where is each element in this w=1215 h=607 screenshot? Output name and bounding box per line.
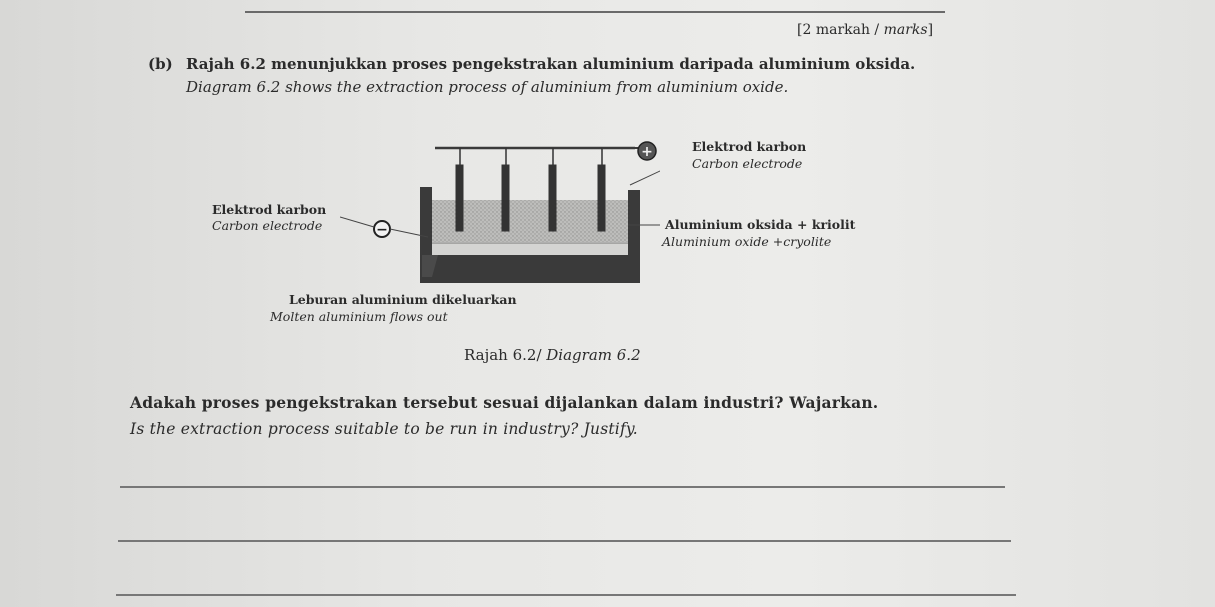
prompt-text-malay: Adakah proses pengekstrakan tersebut sesuai dijalankan dalam industri? Wajarkan.: [130, 393, 879, 412]
molten-aluminium-layer: [432, 243, 628, 255]
label-molten-english: Molten aluminium flows out: [270, 309, 448, 324]
top-rule: [245, 11, 945, 13]
question-text-malay: Rajah 6.2 menunjukkan proses pengekstrakan aluminium daripada aluminium oksida.: [186, 55, 916, 73]
label-electrolyte-english: Aluminium oxide +cryolite: [662, 234, 832, 249]
label-electrolyte-malay: Aluminium oksida + kriolit: [665, 217, 856, 232]
diagram-caption: [464, 346, 641, 364]
prompt-text-english: Is the extraction process suitable to be run in industry? Justify.: [130, 420, 638, 438]
caption-english: Diagram 6.2: [546, 346, 641, 364]
answer-line-2[interactable]: [118, 540, 1011, 542]
label-anode-english: Carbon electrode: [692, 156, 803, 171]
label-cathode-english: Carbon electrode: [212, 218, 323, 233]
answer-line-3[interactable]: [116, 594, 1016, 596]
negative-terminal-icon: [374, 221, 390, 238]
electrolysis-diagram: [340, 135, 660, 295]
marks-prefix: [2 markah /: [797, 22, 884, 38]
label-molten-malay: Leburan aluminium dikeluarkan: [289, 292, 517, 307]
leader-cathode-label: [340, 217, 374, 227]
label-cathode-malay: Elektrod karbon: [212, 202, 327, 217]
svg-text:−: −: [376, 222, 388, 238]
answer-line-1[interactable]: [120, 486, 1005, 488]
marks-italic: marks: [883, 22, 928, 38]
leader-anode: [630, 157, 660, 185]
question-label: (b): [148, 55, 173, 73]
caption-malay: Rajah 6.2/: [464, 346, 547, 364]
label-anode-malay: Elektrod karbon: [692, 139, 807, 154]
question-text-english: Diagram 6.2 shows the extraction process of aluminium from aluminium oxide.: [186, 78, 789, 96]
positive-terminal-icon: [638, 142, 656, 160]
marks-suffix: ]: [927, 22, 934, 38]
svg-text:+: +: [641, 144, 653, 160]
marks-label: [797, 22, 933, 38]
